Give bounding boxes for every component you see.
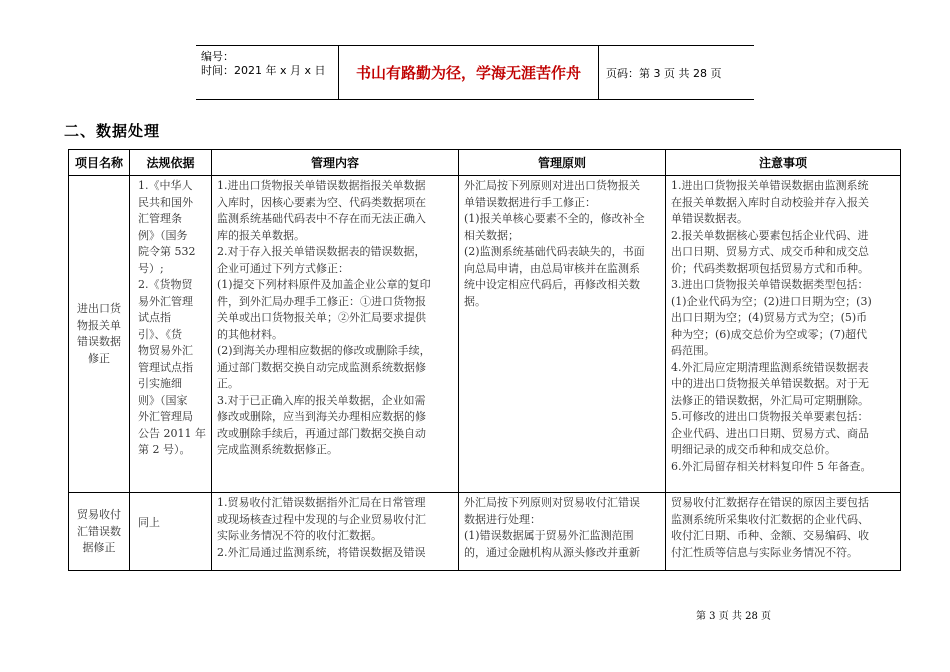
cell-text-line: 2.报关单数据核心要素包括企业代码、进 — [671, 228, 869, 242]
page-footer: 第 3 页 共 28 页 — [696, 611, 771, 622]
header-legal-basis: 法规依据 — [146, 156, 195, 170]
cell-text-line: 通过部门数据交换自动完成监测系统数据修 — [217, 360, 426, 374]
cell-text-line: 例》（国务 — [138, 228, 188, 242]
header-page-number: 页码：第 3 页 共 28 页 — [606, 66, 722, 80]
cell-text-line: 种为空；(6)成交总价为空或零；(7)超代 — [671, 327, 868, 341]
cell-text-line: 1.进出口货物报关单错误数据指报关单数据 — [217, 179, 426, 192]
cell-text-line: 3.对于已正确入库的报关单数据，企业如需 — [217, 393, 426, 407]
cell-text-line: 据。 — [464, 294, 486, 308]
document-header — [196, 45, 754, 100]
cell-text-line: 的，通过金融机构从源头修改并重新 — [464, 545, 640, 559]
cell-text-line: 相关数据； — [464, 228, 519, 242]
row2-management-content — [212, 493, 458, 571]
row1-management-principle — [459, 176, 665, 492]
section-title: 二、数据处理 — [64, 122, 161, 140]
cell-text-line: 向总局申请，由总局审核并在监测系 — [464, 261, 640, 275]
row1-legal-basis — [130, 176, 211, 492]
cell-text-line: 则》（国家 — [138, 393, 188, 407]
cell-text-line: 第 2 号）。 — [138, 443, 191, 456]
cell-text-line: 外汇管理局 — [138, 410, 193, 423]
document-date: 时间：2021 年 x 月 x 日 — [201, 64, 326, 77]
cell-text-line: (1)报关单核心要素不全的，修改补全 — [464, 212, 645, 225]
cell-text-line: (2)到海关办理相应数据的修改或删除手续， — [217, 344, 431, 357]
cell-text-line: 外汇局按下列原则对进出口货物报关 — [464, 179, 640, 192]
cell-text-line: 4.外汇局应定期清理监测系统错误数据表 — [671, 360, 869, 374]
cell-text-line: 正。 — [217, 377, 239, 390]
row2-management-principle — [459, 493, 665, 571]
cell-text-line: 入库时，因核心要素为空、代码类数据项在 — [217, 195, 426, 209]
cell-text-line: 据修正 — [82, 541, 116, 555]
cell-text-line: 完成监测系统数据修正。 — [217, 443, 338, 456]
header-notes: 注意事项 — [758, 156, 807, 170]
cell-text-line: 汇管理条 — [138, 212, 182, 225]
cell-text-line: (1)错误数据属于贸易外汇监测范围 — [464, 529, 634, 542]
cell-text-line: 引》、《货 — [138, 327, 182, 341]
row2-notes — [666, 493, 900, 571]
cell-text-line: 6.外汇局留存相关材料复印件 5 年备查。 — [671, 459, 872, 473]
cell-text-line: 改或删除手续后，再通过部门数据交换自动 — [217, 426, 426, 440]
cell-text-line: 修改或删除，应当到海关办理相应数据的修 — [217, 410, 426, 423]
header-management-principle: 管理原则 — [537, 156, 586, 170]
cell-text-line: 试点指 — [138, 311, 171, 324]
cell-text-line: 法修正的错误数据，外汇局可定期删除。 — [671, 393, 869, 407]
cell-text-line: 价；代码类数据项包括贸易方式和币种。 — [671, 261, 869, 275]
cell-text-line: 监测系统基础代码表中不存在而无法正确入 — [217, 212, 426, 225]
cell-text-line: (1)提交下列材料原件及加盖企业公章的复印 — [217, 278, 431, 291]
cell-text-line: 贸易收付 — [77, 508, 121, 522]
cell-text-line: 件，到外汇局办理手工修正：①进口货物报 — [217, 294, 426, 308]
cell-text-line: 或现场核查过程中发现的与企业贸易收付汇 — [217, 512, 426, 526]
cell-text-line: 2.外汇局通过监测系统，将错误数据及错误 — [217, 545, 426, 559]
cell-text-line: 1.贸易收付汇错误数据指外汇局在日常管理 — [217, 496, 426, 509]
header-project-name: 项目名称 — [74, 156, 123, 170]
cell-text-line: (2)监测系统基础代码表缺失的，书面 — [464, 245, 645, 258]
cell-text-line: 1.《中华人 — [138, 179, 193, 192]
cell-text-line: 外汇局按下列原则对贸易收付汇错误 — [464, 496, 640, 509]
cell-text-line: 贸易收付汇数据存在错误的原因主要包括 — [671, 496, 869, 509]
cell-text-line: 2.对于存入报关单错误数据表的错误数据， — [217, 245, 426, 258]
row2-legal-basis — [130, 493, 211, 571]
data-processing-table — [68, 149, 901, 571]
cell-text-line: 引实施细 — [138, 377, 182, 390]
cell-text-line: 单错误数据进行手工修正： — [464, 195, 596, 209]
cell-text-line: 中的进出口货物报关单错误数据。对于无 — [671, 377, 869, 390]
cell-text-line: 错误数据 — [77, 335, 121, 348]
cell-text-line: 管理试点指 — [138, 360, 193, 374]
cell-text-line: (1)企业代码为空；(2)进口日期为空；(3) — [671, 294, 872, 308]
cell-text-line: 数据进行处理： — [464, 512, 541, 526]
cell-text-line: 码范围。 — [671, 344, 715, 357]
cell-text-line: 2.《货物贸 — [138, 278, 193, 291]
cell-text-line: 收付汇日期、币种、金额、交易编码、收 — [671, 529, 869, 542]
cell-text-line: 关单或出口货物报关单；②外汇局要求提供 — [217, 311, 426, 324]
cell-text-line: 民共和国外 — [138, 195, 193, 209]
cell-text-line: 企业可通过下列方式修正： — [217, 261, 349, 275]
cell-text-line: 物报关单 — [77, 318, 121, 332]
cell-text-line: 企业代码、进出口日期、贸易方式、商品 — [671, 426, 869, 440]
cell-text-line: 进出口货 — [77, 302, 121, 315]
cell-text-line: 物贸易外汇 — [138, 344, 193, 357]
cell-text-line: 付汇性质等信息与实际业务情况不符。 — [671, 545, 858, 559]
cell-text-line: 的其他材料。 — [217, 327, 283, 341]
cell-text-line: 同上 — [138, 516, 160, 529]
cell-text-line: 出口日期、贸易方式、成交币种和成交总 — [671, 245, 869, 258]
cell-text-line: 实际业务情况不符的收付汇数据。 — [217, 529, 382, 542]
row1-notes — [666, 176, 900, 492]
document-number-label: 编号： — [201, 50, 234, 63]
cell-text-line: 库的报关单数据。 — [217, 228, 305, 242]
header-motto: 书山有路勤为径，学海无涯苦作舟 — [338, 46, 599, 99]
cell-text-line: 公告 2011 年 — [138, 426, 206, 440]
cell-text-line: 号）; — [138, 261, 164, 275]
cell-text-line: 明细记录的成交币种和成交总价。 — [671, 443, 836, 456]
cell-text-line: 统中设定相应代码后，再修改相关数 — [464, 278, 640, 291]
header-meta — [196, 46, 338, 99]
cell-text-line: 院令第 532 — [138, 245, 196, 258]
header-management-content: 管理内容 — [310, 156, 359, 170]
cell-text-line: 汇错误数 — [77, 524, 121, 538]
cell-text-line: 在报关单数据入库时自动校验并存入报关 — [671, 195, 869, 209]
cell-text-line: 出口日期为空；(4)贸易方式为空；(5)币 — [671, 311, 868, 324]
cell-text-line: 易外汇管理 — [138, 294, 193, 308]
cell-text-line: 5.可修改的进出口货物报关单要素包括： — [671, 410, 869, 423]
cell-text-line: 单错误数据表。 — [671, 212, 748, 225]
row1-project-name — [69, 176, 129, 492]
cell-text-line: 修正 — [88, 351, 110, 365]
row2-project-name — [69, 493, 129, 571]
cell-text-line: 1.进出口货物报关单错误数据由监测系统 — [671, 179, 869, 192]
row1-management-content — [212, 176, 458, 492]
cell-text-line: 3.进出口货物报关单错误数据类型包括： — [671, 278, 869, 291]
cell-text-line: 监测系统所采集收付汇数据的企业代码、 — [671, 512, 869, 526]
